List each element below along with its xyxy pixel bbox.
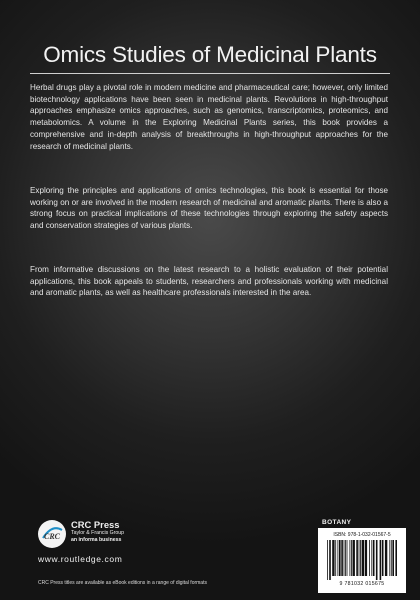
barcode-bar bbox=[391, 540, 392, 576]
blurb-paragraph-1: Herbal drugs play a pivotal role in modern medicine and pharmaceutical care; however, only limited biotechnology applications have been seen in medicinal plants. Revolutions in high-throughput approaches emphasize omics approaches, such as genomics, transcriptomics, proteomics, and metabolomics. A volume in the Exploring Medicinal Plants series, this book provides a comprehensive and in-depth analysis of breakthroughs in high-throughput approaches for the research of medicinal plants. bbox=[30, 83, 388, 151]
barcode-bar bbox=[356, 540, 358, 576]
barcode-bar bbox=[360, 540, 361, 576]
publisher-informa: an informa business bbox=[71, 537, 122, 543]
barcode-bar bbox=[373, 540, 375, 576]
barcode-bar bbox=[339, 540, 341, 576]
barcode-bar bbox=[327, 540, 328, 580]
barcode-bar bbox=[344, 540, 345, 576]
publisher-url: www.routledge.com bbox=[38, 554, 123, 564]
barcode-bar bbox=[380, 540, 382, 580]
barcode-bar bbox=[376, 540, 378, 580]
barcode-bar bbox=[395, 540, 397, 576]
barcode-bar bbox=[341, 540, 343, 576]
barcode-bar bbox=[389, 540, 390, 576]
barcode-bar bbox=[347, 540, 348, 576]
barcode-bar bbox=[369, 540, 370, 576]
barcode-bar bbox=[359, 540, 360, 576]
barcode-bar bbox=[371, 540, 372, 576]
barcode-bar bbox=[332, 540, 334, 576]
title-divider bbox=[30, 73, 390, 74]
barcode-bar bbox=[335, 540, 336, 576]
isbn-barcode bbox=[318, 528, 406, 593]
barcode-bar bbox=[338, 540, 339, 576]
publisher-block bbox=[71, 519, 124, 544]
isbn-number: ISBN: 978-1-032-01567-5 bbox=[333, 532, 391, 538]
barcode-bar bbox=[382, 540, 384, 576]
ebook-note: CRC Press titles are available as eBook editions in a range of digital formats bbox=[38, 580, 207, 586]
barcode-bars bbox=[326, 540, 398, 580]
barcode-bar bbox=[392, 540, 394, 576]
subject-category: BOTANY bbox=[322, 519, 352, 526]
barcode-digits: 9 781032 015675 bbox=[339, 581, 385, 587]
barcode-bar bbox=[329, 540, 331, 580]
barcode-bar bbox=[350, 540, 351, 576]
barcode-bar bbox=[345, 540, 346, 576]
blurb-paragraph-3: From informative discussions on the latest research to a holistic evaluation of their potential applications, this book appeals to students, researchers and professionals working with medicinal and aromatic plants, as well as healthcare professionals interested in the area. bbox=[30, 265, 388, 298]
blurb-paragraph-2: Exploring the principles and applications of omics technologies, this book is essential for those working on or are involved in the modern research of medicinal and aromatic plants. There is also a strong focus on practical implications of these technologies through exploring the safety aspects and conservation strategies of various plants. bbox=[30, 186, 388, 231]
crc-press-logo bbox=[38, 520, 66, 548]
publisher-name: CRC Press bbox=[71, 519, 120, 530]
publisher-group: Taylor & Francis Group bbox=[71, 530, 125, 536]
crc-logo-text: CRC bbox=[43, 532, 61, 541]
barcode-bar bbox=[385, 540, 387, 576]
barcode-bar bbox=[351, 540, 352, 576]
barcode-bar bbox=[362, 540, 364, 576]
barcode-bar bbox=[365, 540, 367, 576]
barcode-bar bbox=[353, 540, 355, 576]
book-title: Omics Studies of Medicinal Plants bbox=[43, 42, 377, 67]
